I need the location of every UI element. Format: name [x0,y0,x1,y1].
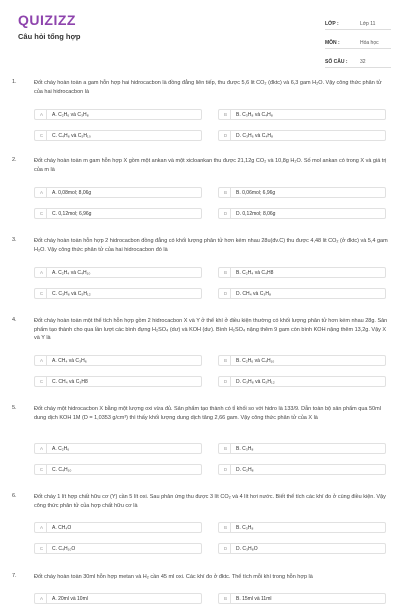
option-letter-box: C [37,209,47,218]
option-letter-box: B [221,188,231,197]
option-label: D. C₃H₆ và C₄H₈ [236,132,274,139]
quizizz-logo: QUIZIZZ [18,12,76,28]
option-letter-box: D [221,377,231,386]
option-b[interactable] [218,593,386,604]
option-label: B. C₃H₈ và C₄H₈ [236,111,273,118]
option-letter-box: A [37,268,47,277]
question-text: Đốt cháy hoàn toàn hỗn hợp 2 hidrocacbon đồng đẳng có khối lượng phân tử hơn kém nhau 28u(đv.C) thu được 4,48 lit CO₂ (ở đktc) và 5,4 gam H₂O. Vậy công thức phân tử của hai hidrocacbon đó là [34,238,388,253]
option-b[interactable] [218,522,386,533]
option-label: A. C₂H₆ [52,445,70,452]
option-label: D. C₂H₈ [236,466,254,473]
question-text: Đốt cháy hoàn toàn a gam hỗn hợp hai hidrocacbon là đồng đẳng liên tiếp, thu được 5,6 lit CO₂ (đktc) và 6,3 gam H₂O. Vậy công thức phân tử của hai hidrocacbon là [34,80,382,95]
option-label: C. C₄H₈ và C₅H₁₀ [52,132,91,139]
option-letter-box: A [37,523,47,532]
option-a[interactable] [34,593,202,604]
option-label: B. C₂H₆ và C₄H₁₀ [236,357,275,364]
option-d[interactable] [218,288,386,299]
question-number: 7. [12,573,17,579]
question-number: 2. [12,157,17,163]
option-d[interactable] [218,464,386,475]
option-d[interactable] [218,130,386,141]
option-letter-box: D [221,289,231,298]
option-label: B. C₃H₈ [236,524,254,531]
meta-key: SỐ CÂU : [325,59,348,65]
option-b[interactable] [218,267,386,278]
option-letter-box: B [221,356,231,365]
option-c[interactable] [34,208,202,219]
option-label: C. C₄H₁₀O [52,545,76,552]
option-letter-box: C [37,289,47,298]
option-label: A. C₂H₆ và C₃H₈ [52,111,89,118]
question-text: Đốt cháy 1 lít hợp chất hữu cơ (Y) cần 5 lít oxi. Sau phản ứng thu được 3 lít CO₂ và 4 lít hơi nước. Biết thể tích các khí đo ở cùng điều kiện. Vậy công thức phân tử của hợp chất hữu cơ là [34,494,386,509]
option-a[interactable] [34,267,202,278]
option-label: A. CH₄O [52,524,72,531]
question-text: Đốt cháy hoàn toàn một thể tích hỗn hợp gồm 2 hidrocacbon X và Y ở thể khí ở điều kiện thường có khối lượng phân tử hơn kém nhau 28g. Sản phẩm tạo thành cho qua lần lượt các bình đựng H₂SO₄ (dư) và KOH (dư). Bình H₂SO₄ nặng thêm 9 gam còn bình KOH nặng thêm 13,2g. Vậy X và Y là [34,318,388,341]
meta-value: Lớp 11 [360,21,376,27]
option-letter-box: A [37,594,47,603]
meta-value: 32 [360,59,366,65]
option-label: D. 0,12mol; 8,06g [236,210,276,217]
option-letter-box: C [37,465,47,474]
option-letter-box: C [37,377,47,386]
option-letter-box: B [221,110,231,119]
question-text: Đốt cháy một hidrocacbon X bằng một lượng oxi vừa đủ. Sản phẩm tạo thành có tỉ khối so với hidro là 133/9. Dẫn toàn bộ sản phẩm qua 50ml dung dịch KOH 1M (D = 1,0353 g/cm³) thì thấy khối lượng dung dịch tăng 2,66 gam. Vậy công thức phân tử của X là [34,406,381,421]
option-label: D. C₃H₈ và C₅H₁₂ [236,378,275,385]
meta-value: Hóa học [360,40,379,46]
question-number: 5. [12,405,17,411]
option-label: A. CH₄ và C₃H₆ [52,357,87,364]
option-letter-box: D [221,131,231,140]
option-a[interactable] [34,355,202,366]
option-letter-box: B [221,268,231,277]
option-letter-box: B [221,523,231,532]
option-c[interactable] [34,130,202,141]
option-d[interactable] [218,208,386,219]
option-b[interactable] [218,187,386,198]
meta-row-subject [325,34,391,49]
option-a[interactable] [34,443,202,454]
option-d[interactable] [218,543,386,554]
question-number: 1. [12,79,17,85]
option-letter-box: A [37,188,47,197]
option-a[interactable] [34,522,202,533]
option-c[interactable] [34,464,202,475]
option-c[interactable] [34,288,202,299]
option-label: A. C₂H₄ và C₄H₁₀ [52,269,91,276]
meta-panel [325,15,391,72]
option-d[interactable] [218,376,386,387]
option-c[interactable] [34,376,202,387]
question-number: 3. [12,237,17,243]
option-a[interactable] [34,109,202,120]
option-label: D. C₃H₈O [236,545,258,552]
option-letter-box: C [37,131,47,140]
option-label: B. 0,06mol; 6,96g [236,189,276,196]
option-letter-box: A [37,356,47,365]
option-a[interactable] [34,187,202,198]
question-text: Đốt cháy hoàn toàn 30ml hỗn hợp metan và H₂ cần 45 ml oxi. Các khí đo ở đktc. Thể tích mỗi khí trong hỗn hợp là [34,574,313,580]
option-letter-box: A [37,444,47,453]
option-letter-box: B [221,444,231,453]
option-label: D. CH₄ và C₃H₈ [236,290,272,297]
option-label: B. 15ml và 11ml [236,595,272,602]
option-letter-box: B [221,594,231,603]
option-label: A. 20ml và 10ml [52,595,88,602]
option-c[interactable] [34,543,202,554]
option-label: C. CH₄ và C₃H8 [52,378,88,385]
option-letter-box: D [221,209,231,218]
option-label: B. C₃H₈ [236,445,254,452]
option-b[interactable] [218,355,386,366]
meta-row-class [325,15,391,30]
question-text: Đốt cháy hoàn toàn m gam hỗn hợp X gồm một ankan và một xicloankan thu được 21,12g CO₂ và 10,8g H₂O. Số mol ankan có trong X và giá trị của m là [34,158,387,173]
meta-row-count [325,53,391,68]
meta-key: MÔN : [325,40,340,46]
option-b[interactable] [218,443,386,454]
option-label: C. 0,12mol; 6,96g [52,210,92,217]
question-number: 4. [12,317,17,323]
option-letter-box: A [37,110,47,119]
option-b[interactable] [218,109,386,120]
option-letter-box: D [221,465,231,474]
option-label: A. 0,08mol; 8,06g [52,189,92,196]
question-number: 6. [12,493,17,499]
meta-key: LỚP : [325,21,339,27]
option-letter-box: D [221,544,231,553]
option-label: C. C₃H₈ và C₅H₁₂ [52,290,91,297]
page-title: Câu hỏi tổng hợp [18,32,81,41]
option-label: B. C₂H₄ và C₄H8 [236,269,274,276]
option-label: C. C₄H₁₀ [52,466,72,473]
option-letter-box: C [37,544,47,553]
